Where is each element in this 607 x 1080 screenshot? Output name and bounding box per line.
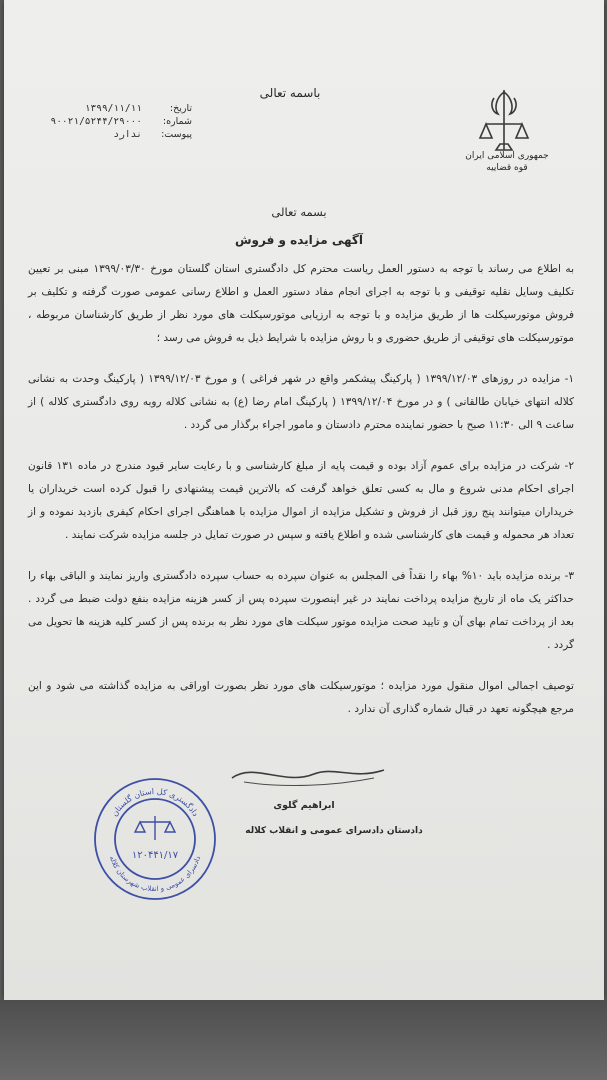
document-body xyxy=(28,258,574,739)
emblem-icon xyxy=(474,84,534,194)
stamp-top-text: دادگستری کل استان گلستان xyxy=(109,786,201,818)
meta-number xyxy=(32,115,192,128)
stamp-bottom-text: دادسرای عمومی و انقلاب شهرستان کلاله xyxy=(107,854,203,894)
meta-number-label: شماره: xyxy=(162,116,192,127)
emblem-caption xyxy=(462,150,552,174)
letter-meta xyxy=(32,102,192,141)
stamp-number: ۱۲۰۴۴۱/۱۷ xyxy=(131,850,179,861)
meta-number-value: ۹۰۰۲۱/۵۲۴۴/۲۹۰۰۰ xyxy=(50,116,142,127)
emblem-caption-line-2: قوه قضاییه xyxy=(486,163,528,173)
stamp-scale-icon xyxy=(135,816,175,840)
paragraph-1: ۱- مزایده در روزهای ۱۳۹۹/۱۲/۰۳ ( پارکینگ پیشکمر واقع در شهر فراغی ) و مورخ ۱۳۹۹/۱۲/۰۳ ( پارکینگ وحدت به نشانی کلاله انتهای خیابان طالقانی ) و در مورخ ۱۳۹۹/۱۲/۰۴ ( پارکینگ امام رضا (ع) به نشانی کلاله روبه روی دادگستری کلاله ) از ساعت ۹ الی ۱۱:۳۰ صبح با حضور نماینده محترم دادستان و مامور اجراء برگذار می گردد . xyxy=(28,373,575,431)
signer-organization: دادستان دادسرای عمومی و انقلاب کلاله xyxy=(245,826,423,836)
meta-date-value: ۱۳۹۹/۱۱/۱۱ xyxy=(84,103,142,114)
header-title: باسمه تعالی xyxy=(259,86,321,100)
signature-scribble xyxy=(224,752,394,792)
subheading: بسمه تعالی xyxy=(271,205,327,219)
paragraph-3: ۳- برنده مزایده باید ۱۰% بهاء را نقداً فی المجلس به عنوان سپرده به حساب سپرده دادگستری واریز نمایند و الباقی بهاء را حداکثر یک ماه از تاریخ مزایده پرداخت نمایند در غیر اینصورت سپرده پس از کسر هزینه مزایده بنفع دولت ضبط می گردد . بعد از پرداخت تمام بهای آن و تایید صحت مزایده موتور سیکلت های مورد نظر به برنده پس از کسر کلیه هزینه ها تحویل می گردد . xyxy=(28,570,575,651)
meta-date xyxy=(32,102,192,115)
paragraph-intro: به اطلاع می رساند با توجه به دستور العمل ریاست محترم کل دادگستری استان گلستان مورخ ۱۳۹۹/۰۳/۳۰ مبنی بر تعیین تکلیف وسایل نقلیه توقیفی و با توجه به اجرای انجام مفاد دستور العمل و اطلاع رسانی عمومی صورت گرفته و تکلیف بر فروش موتورسیکلت ها از طریق مزایده و با توجه به ارزیابی موتورسیکلت های مورد نظر از طریق کارشناسان مربوطه ، موتورسیکلت های توقیفی از طریق حضوری و با روش مزایده با شرایط ذیل به فروش می رسد ؛ xyxy=(28,263,574,344)
background-surface xyxy=(0,1000,607,1080)
document-page xyxy=(4,0,604,1000)
emblem-caption-line-1: جمهوری اسلامی ایران xyxy=(465,151,549,161)
document-heading: آگهی مزایده و فروش xyxy=(234,233,363,247)
paragraph-description: توصیف اجمالی اموال منقول مورد مزایده ؛ موتورسیکلت های مورد نظر بصورت اوراقی به مزایده گذاشته می شود و این مرجع هیچگونه تعهد در قبال شماره گذاری آن ندارد . xyxy=(28,680,574,715)
meta-attachment-value: ندارد xyxy=(113,129,142,140)
meta-date-label: تاریخ: xyxy=(169,103,192,114)
paragraph-2: ۲- شرکت در مزایده برای عموم آزاد بوده و قیمت پایه از مبلغ کارشناسی و با رعایت سایر قیود مندرج در ماده ۱۳۱ قانون اجرای احکام مدنی شروع و مال به کسی تعلق خواهد گرفت که بالاترین قیمت پیشنهادی را قبول کرده است خریداران یا خریداران میتوانند پنج روز قبل از فروش و تشکیل مزایده از اموال مزایده با هماهنگی اجرای احکام کیفری بازدید نموده و از تعداد هر محموله و قیمت های کارشناسی شده و اطلاع یافته و سپس در صورت تمایل در جلسه مزایده شرکت نمایند . xyxy=(28,460,574,541)
meta-attachment-label: پیوست: xyxy=(161,129,192,140)
signer-name: ابراهیم گلوی xyxy=(273,800,335,811)
official-stamp xyxy=(90,774,220,904)
meta-attachment xyxy=(32,128,192,141)
